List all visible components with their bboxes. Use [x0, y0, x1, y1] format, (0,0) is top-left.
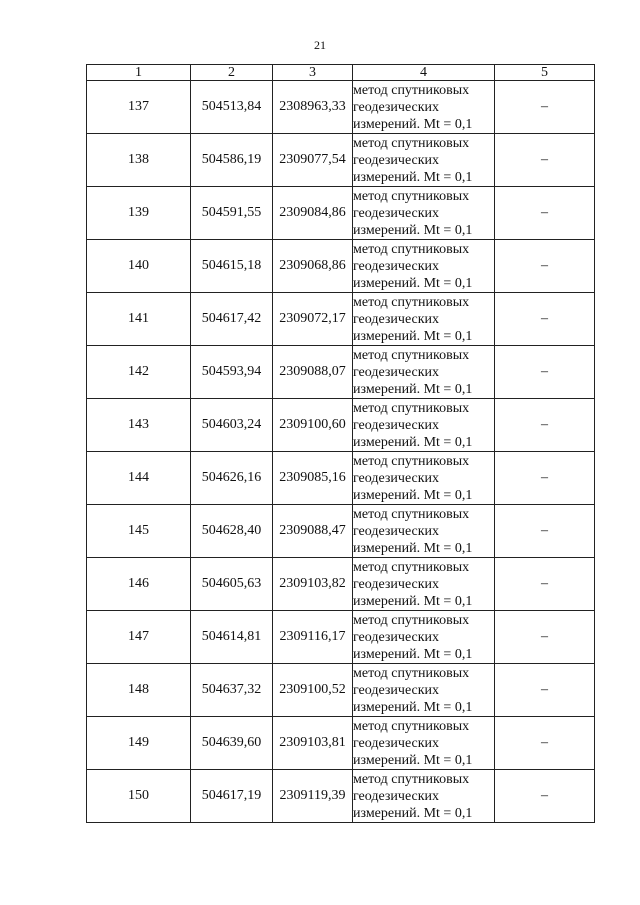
coordinate-x-cell: 504637,32	[191, 664, 273, 717]
coordinate-x-cell: 504591,55	[191, 187, 273, 240]
method-text-line: геодезических	[353, 311, 440, 327]
method-text-line: геодезических	[353, 99, 440, 115]
point-number-cell: 142	[87, 346, 191, 399]
method-cell	[353, 664, 495, 717]
point-number-cell: 148	[87, 664, 191, 717]
method-text-line: геодезических	[353, 205, 440, 221]
coordinate-x-cell: 504614,81	[191, 611, 273, 664]
method-text-line: метод спутниковых	[353, 771, 470, 787]
table-row	[87, 187, 595, 240]
method-text-line: метод спутниковых	[353, 718, 470, 734]
point-number-cell: 147	[87, 611, 191, 664]
column-header-5: 5	[495, 65, 595, 81]
coordinate-x-cell: 504617,19	[191, 770, 273, 823]
point-number-cell: 140	[87, 240, 191, 293]
coordinate-y-cell: 2309088,47	[273, 505, 353, 558]
table-row	[87, 293, 595, 346]
method-text-line: измерений. Mt = 0,1	[353, 116, 473, 132]
coordinate-y-cell: 2309116,17	[273, 611, 353, 664]
table-row	[87, 452, 595, 505]
point-number-cell: 139	[87, 187, 191, 240]
column-header-1: 1	[87, 65, 191, 81]
table-row	[87, 134, 595, 187]
method-text-line: геодезических	[353, 152, 440, 168]
note-cell: –	[495, 399, 595, 452]
point-number-cell: 143	[87, 399, 191, 452]
point-number-cell: 141	[87, 293, 191, 346]
table-row	[87, 611, 595, 664]
method-text-line: геодезических	[353, 523, 440, 539]
method-cell	[353, 558, 495, 611]
coordinate-x-cell: 504628,40	[191, 505, 273, 558]
point-number-cell: 138	[87, 134, 191, 187]
method-text-line: метод спутниковых	[353, 612, 470, 628]
method-cell	[353, 452, 495, 505]
method-text-line: метод спутниковых	[353, 400, 470, 416]
method-text-line: метод спутниковых	[353, 241, 470, 257]
coordinate-x-cell: 504639,60	[191, 717, 273, 770]
method-text-line: метод спутниковых	[353, 188, 470, 204]
point-number-cell: 150	[87, 770, 191, 823]
method-text-line: метод спутниковых	[353, 506, 470, 522]
note-cell: –	[495, 240, 595, 293]
coordinate-y-cell: 2309088,07	[273, 346, 353, 399]
coordinate-x-cell: 504603,24	[191, 399, 273, 452]
method-cell	[353, 505, 495, 558]
method-text-line: метод спутниковых	[353, 665, 470, 681]
method-cell	[353, 134, 495, 187]
table-body	[87, 81, 595, 823]
note-cell: –	[495, 770, 595, 823]
method-text-line: измерений. Mt = 0,1	[353, 699, 473, 715]
table-header	[87, 65, 595, 81]
coordinate-y-cell: 2309103,81	[273, 717, 353, 770]
column-header-4: 4	[353, 65, 495, 81]
method-text-line: метод спутниковых	[353, 82, 470, 98]
method-text-line: метод спутниковых	[353, 294, 470, 310]
method-text-line: геодезических	[353, 576, 440, 592]
method-cell	[353, 346, 495, 399]
note-cell: –	[495, 134, 595, 187]
table-row	[87, 346, 595, 399]
method-text-line: геодезических	[353, 735, 440, 751]
method-cell	[353, 187, 495, 240]
method-cell	[353, 81, 495, 134]
method-text-line: геодезических	[353, 417, 440, 433]
coordinate-y-cell: 2308963,33	[273, 81, 353, 134]
point-number-cell: 145	[87, 505, 191, 558]
coordinate-x-cell: 504626,16	[191, 452, 273, 505]
method-text-line: геодезических	[353, 258, 440, 274]
note-cell: –	[495, 293, 595, 346]
coordinate-y-cell: 2309084,86	[273, 187, 353, 240]
coordinate-y-cell: 2309103,82	[273, 558, 353, 611]
coordinate-x-cell: 504513,84	[191, 81, 273, 134]
method-text-line: измерений. Mt = 0,1	[353, 752, 473, 768]
method-text-line: метод спутниковых	[353, 347, 470, 363]
method-text-line: измерений. Mt = 0,1	[353, 434, 473, 450]
column-header-3: 3	[273, 65, 353, 81]
coordinate-y-cell: 2309068,86	[273, 240, 353, 293]
coordinate-x-cell: 504593,94	[191, 346, 273, 399]
coordinate-x-cell: 504615,18	[191, 240, 273, 293]
coordinate-y-cell: 2309100,52	[273, 664, 353, 717]
coordinate-x-cell: 504617,42	[191, 293, 273, 346]
method-text-line: измерений. Mt = 0,1	[353, 275, 473, 291]
table-row	[87, 664, 595, 717]
table-row	[87, 505, 595, 558]
note-cell: –	[495, 346, 595, 399]
method-text-line: измерений. Mt = 0,1	[353, 646, 473, 662]
note-cell: –	[495, 664, 595, 717]
note-cell: –	[495, 611, 595, 664]
column-header-2: 2	[191, 65, 273, 81]
method-text-line: измерений. Mt = 0,1	[353, 593, 473, 609]
note-cell: –	[495, 505, 595, 558]
point-number-cell: 149	[87, 717, 191, 770]
method-text-line: геодезических	[353, 470, 440, 486]
point-number-cell: 144	[87, 452, 191, 505]
coordinate-y-cell: 2309100,60	[273, 399, 353, 452]
coordinate-x-cell: 504605,63	[191, 558, 273, 611]
point-number-cell: 146	[87, 558, 191, 611]
note-cell: –	[495, 558, 595, 611]
note-cell: –	[495, 452, 595, 505]
method-text-line: метод спутниковых	[353, 135, 470, 151]
method-cell	[353, 611, 495, 664]
table-row	[87, 81, 595, 134]
method-cell	[353, 770, 495, 823]
method-text-line: геодезических	[353, 788, 440, 804]
method-text-line: измерений. Mt = 0,1	[353, 222, 473, 238]
table-row	[87, 240, 595, 293]
coordinates-table	[86, 64, 595, 823]
method-text-line: измерений. Mt = 0,1	[353, 487, 473, 503]
method-cell	[353, 293, 495, 346]
header-row	[87, 65, 595, 81]
note-cell: –	[495, 717, 595, 770]
coordinate-y-cell: 2309077,54	[273, 134, 353, 187]
table-row	[87, 770, 595, 823]
method-text-line: геодезических	[353, 629, 440, 645]
method-cell	[353, 240, 495, 293]
table-row	[87, 717, 595, 770]
coordinate-y-cell: 2309085,16	[273, 452, 353, 505]
method-text-line: измерений. Mt = 0,1	[353, 805, 473, 821]
table-row	[87, 399, 595, 452]
method-cell	[353, 717, 495, 770]
method-cell	[353, 399, 495, 452]
method-text-line: измерений. Mt = 0,1	[353, 540, 473, 556]
page-number: 21	[314, 38, 326, 52]
coordinate-y-cell: 2309072,17	[273, 293, 353, 346]
coordinate-y-cell: 2309119,39	[273, 770, 353, 823]
coordinate-x-cell: 504586,19	[191, 134, 273, 187]
method-text-line: измерений. Mt = 0,1	[353, 381, 473, 397]
note-cell: –	[495, 187, 595, 240]
method-text-line: измерений. Mt = 0,1	[353, 328, 473, 344]
method-text-line: геодезических	[353, 682, 440, 698]
note-cell: –	[495, 81, 595, 134]
method-text-line: геодезических	[353, 364, 440, 380]
point-number-cell: 137	[87, 81, 191, 134]
method-text-line: метод спутниковых	[353, 453, 470, 469]
table-row	[87, 558, 595, 611]
method-text-line: метод спутниковых	[353, 559, 470, 575]
method-text-line: измерений. Mt = 0,1	[353, 169, 473, 185]
